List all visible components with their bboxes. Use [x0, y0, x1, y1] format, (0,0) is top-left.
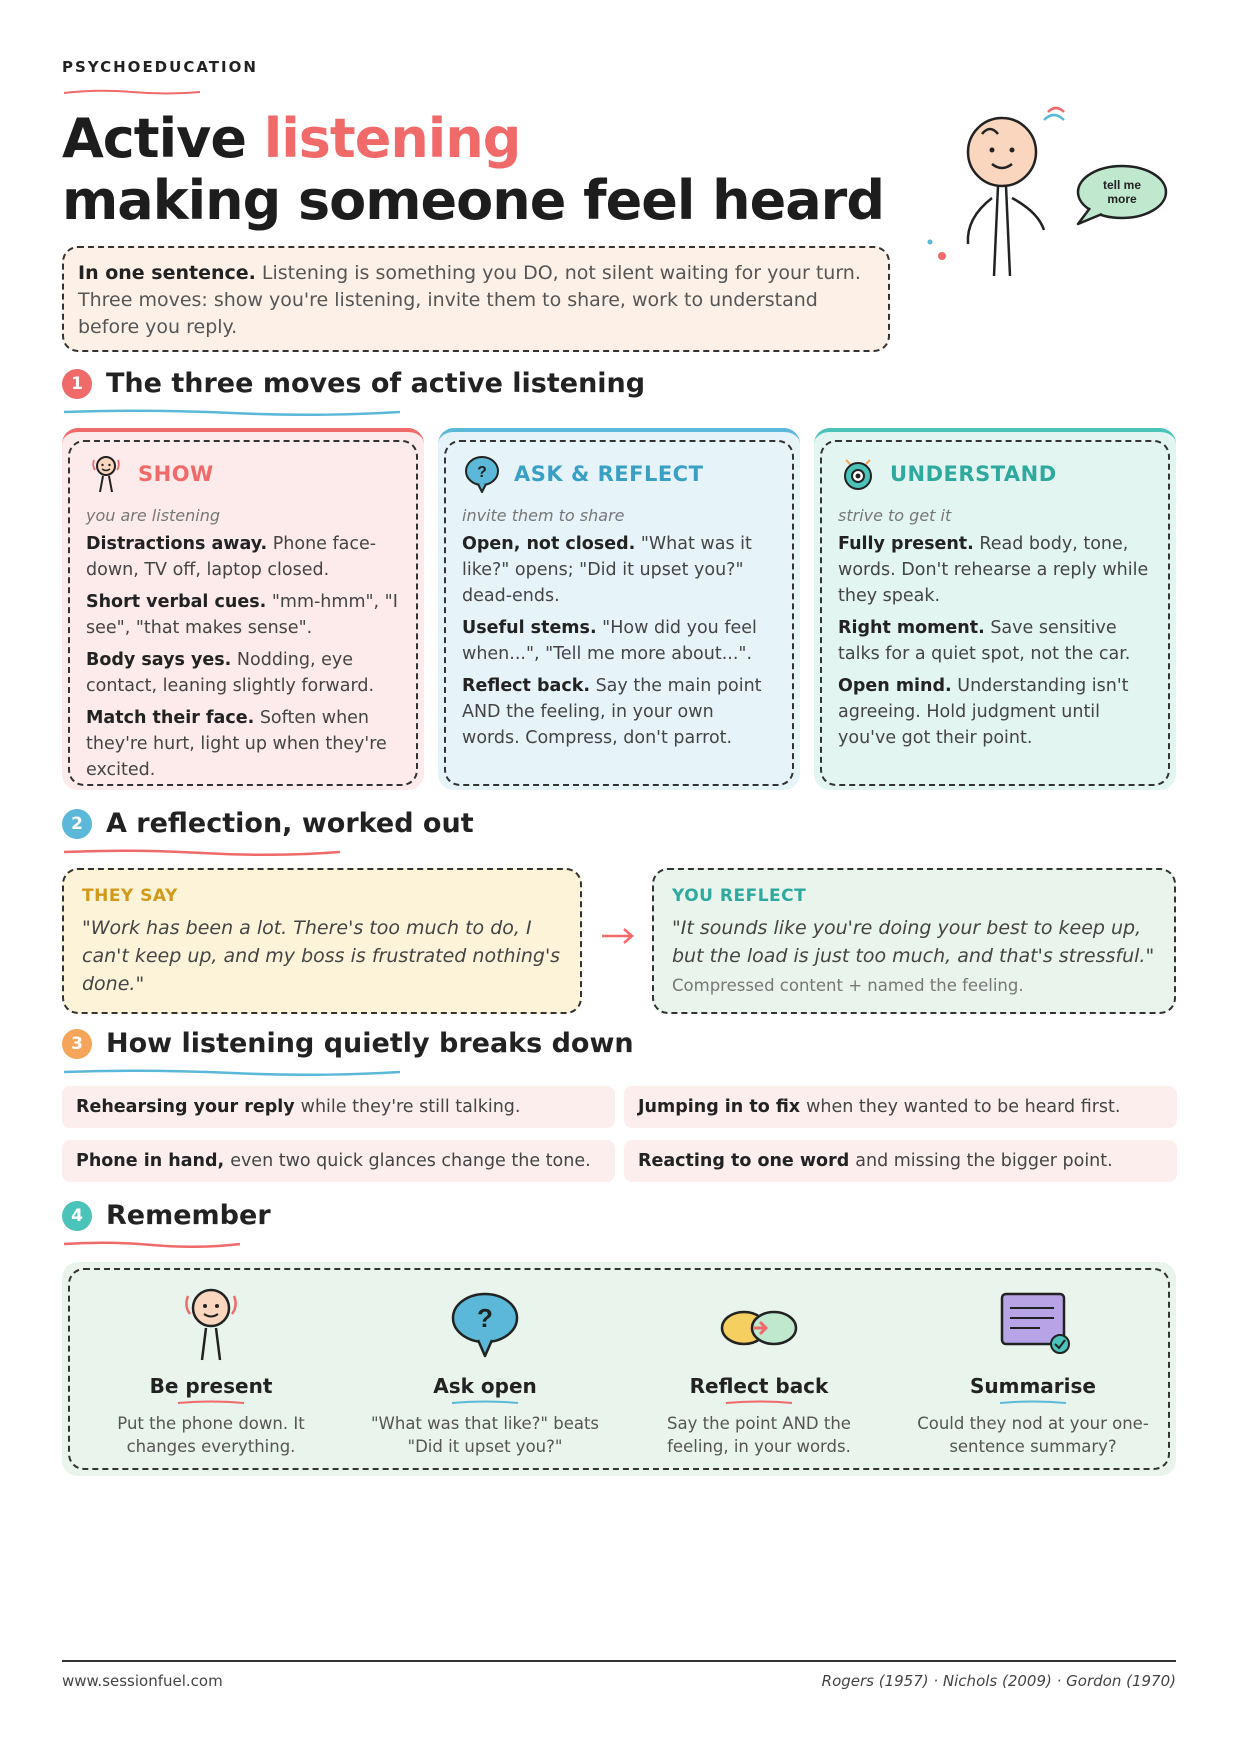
stick-figure-illustration	[920, 94, 1180, 324]
section-3-title: How listening quietly breaks down	[106, 1028, 634, 1059]
they-say-label: THEY SAY	[82, 886, 178, 906]
card-show	[62, 428, 424, 790]
card-ask-item: Reflect back. Say the main point AND the feeling, in your own words. Compress, don't parrot.	[462, 676, 762, 748]
remember-item-be-present	[80, 1284, 342, 1458]
card-understand-item: Open mind. Understanding isn't agreeing. Hold judgment until you've got their point.	[838, 676, 1129, 748]
footer-citations: Rogers (1957) · Nichols (2009) · Gordon (1970)	[821, 1672, 1176, 1690]
they-say-quote: "Work has been a lot. There's too much to do, I can't keep up, and my boss is frustrated nothing's done."	[82, 917, 561, 995]
section-1-underline	[62, 408, 402, 416]
section-1-heading	[62, 368, 645, 399]
you-reflect-note: Compressed content + named the feeling.	[672, 976, 1024, 995]
pitfall-item: Phone in hand, even two quick glances change the tone.	[62, 1140, 615, 1182]
remember-text: Say the point AND the feeling, in your words.	[667, 1414, 851, 1456]
section-3-heading	[62, 1028, 634, 1059]
section-3-number: 3	[62, 1029, 92, 1059]
summary-box	[62, 246, 890, 352]
svg-text:?: ?	[477, 1303, 493, 1333]
section-4-number: 4	[62, 1201, 92, 1231]
remember-text: Put the phone down. It changes everything.	[117, 1414, 305, 1456]
section-4-heading	[62, 1200, 271, 1231]
svg-text:?: ?	[477, 464, 487, 481]
card-understand-item: Right moment. Save sensitive talks for a quiet spot, not the car.	[838, 618, 1131, 664]
remember-box	[62, 1262, 1176, 1476]
section-1-number: 1	[62, 369, 92, 399]
card-ask-item: Useful stems. "How did you feel when...", "Tell me more about...".	[462, 618, 757, 664]
eyebrow-underline	[62, 88, 202, 96]
summary-note-icon	[988, 1284, 1078, 1364]
sparkle-icon	[1044, 108, 1064, 120]
remember-title: Reflect back	[689, 1374, 829, 1398]
arrow-right-icon	[600, 926, 636, 946]
you-reflect-box	[652, 868, 1176, 1014]
bubble-text-line2: more	[1107, 192, 1137, 206]
remember-item-summarise	[902, 1284, 1164, 1458]
they-say-box	[62, 868, 582, 1014]
footer-divider	[62, 1660, 1176, 1662]
person-icon	[86, 454, 126, 494]
card-understand-item: Fully present. Read body, tone, words. Don't rehearse a reply while they speak.	[838, 534, 1149, 606]
card-understand-title: UNDERSTAND	[890, 462, 1057, 486]
title-part1: Active	[62, 107, 264, 170]
you-reflect-quote: "It sounds like you're doing your best to keep up, but the load is just too much, and that's stressful."	[672, 917, 1155, 967]
section-1-title: The three moves of active listening	[106, 368, 646, 399]
title-line2: making someone feel heard	[62, 169, 884, 232]
speech-bubble	[1078, 166, 1166, 224]
pitfall-item: Reacting to one word and missing the bigger point.	[624, 1140, 1177, 1182]
card-show-item: Short verbal cues. "mm-hmm", "I see", "that makes sense".	[86, 592, 398, 638]
eyebrow-label: PSYCHOEDUCATION	[62, 58, 258, 76]
target-eye-icon	[838, 454, 878, 494]
person-icon	[166, 1284, 256, 1364]
card-understand-subtitle: strive to get it	[838, 506, 952, 525]
remember-title: Be present	[149, 1374, 273, 1398]
you-reflect-label: YOU REFLECT	[672, 886, 807, 906]
question-bubble-icon	[440, 1284, 530, 1364]
section-2-heading	[62, 808, 474, 839]
footer-website[interactable]: www.sessionfuel.com	[62, 1672, 223, 1690]
card-show-subtitle: you are listening	[86, 506, 221, 525]
pitfall-item: Jumping in to fix when they wanted to be heard first.	[624, 1086, 1177, 1128]
section-4-title: Remember	[106, 1200, 271, 1231]
pitfall-item: Rehearsing your reply while they're still talking.	[62, 1086, 615, 1128]
summary-lead: In one sentence.	[78, 262, 256, 284]
remember-title: Ask open	[433, 1374, 537, 1398]
section-2-title: A reflection, worked out	[106, 808, 474, 839]
card-ask-reflect	[438, 428, 800, 790]
card-ask-item: Open, not closed. "What was it like?" opens; "Did it upset you?" dead-ends.	[462, 534, 752, 606]
card-show-item: Match their face. Soften when they're hurt, light up when they're excited.	[86, 708, 387, 780]
question-bubble-icon	[462, 454, 502, 494]
card-show-title: SHOW	[138, 462, 214, 486]
summary-text: Listening is something you DO, not silent waiting for your turn. Three moves: show you're listening, invite them to share, work to understand before you reply.	[78, 262, 861, 338]
page-title	[62, 108, 884, 232]
section-3-underline	[62, 1068, 402, 1076]
section-2-underline	[62, 848, 342, 856]
remember-item-ask-open	[354, 1284, 616, 1458]
section-4-underline	[62, 1240, 242, 1248]
section-2-number: 2	[62, 809, 92, 839]
remember-text: "What was that like?" beats "Did it upset you?"	[370, 1414, 600, 1456]
remember-item-reflect-back	[628, 1284, 890, 1458]
remember-text: Could they nod at your one-sentence summary?	[917, 1414, 1149, 1456]
remember-title: Summarise	[969, 1374, 1096, 1398]
bubble-text-line1: tell me	[1102, 178, 1142, 192]
card-show-item: Distractions away. Phone face-down, TV off, laptop closed.	[86, 534, 377, 580]
title-accent: listening	[263, 107, 521, 170]
card-understand	[814, 428, 1176, 790]
card-ask-title: ASK & REFLECT	[514, 462, 704, 486]
card-show-item: Body says yes. Nodding, eye contact, leaning slightly forward.	[86, 650, 375, 696]
card-ask-subtitle: invite them to share	[462, 506, 625, 525]
reflect-circles-icon	[714, 1284, 804, 1364]
